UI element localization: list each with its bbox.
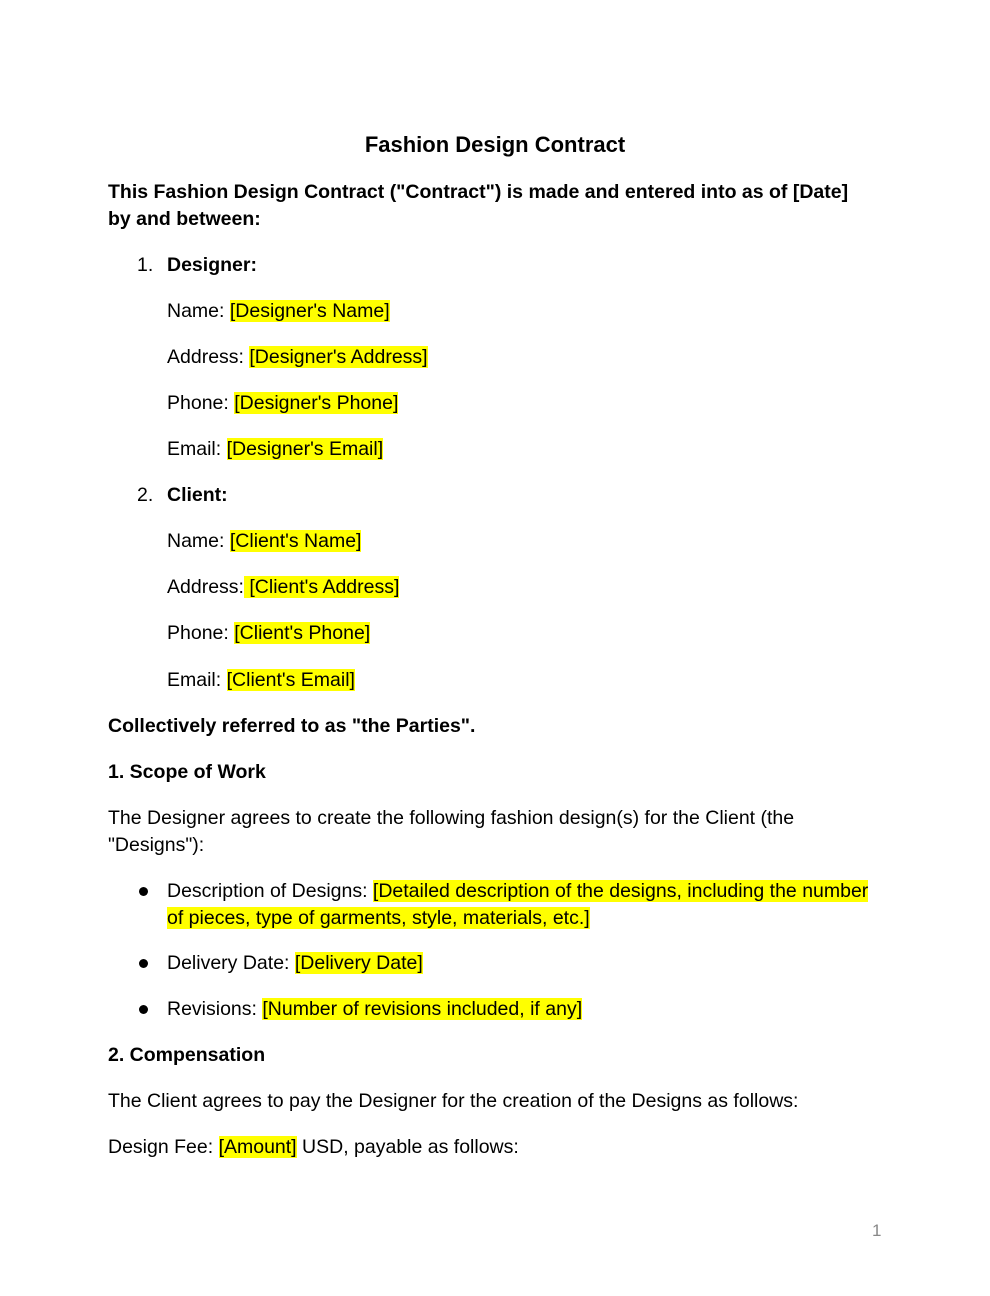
scope-paragraph-line-1: The Designer agrees to create the following fashion design(s) for the Client (the [108, 807, 795, 829]
intro-line-1: This Fashion Design Contract ("Contract") is made and entered into as of [Date] [108, 181, 849, 203]
designer-phone-field [167, 390, 398, 417]
field-label: Email: [167, 669, 227, 691]
bullet-placeholder: [Delivery Date] [294, 952, 423, 974]
bullet-description-line-2 [167, 905, 590, 932]
field-label: Email: [167, 438, 227, 460]
field-placeholder: [Designer's Phone] [234, 392, 399, 414]
bullet-label: Delivery Date: [167, 952, 295, 974]
bullet-placeholder: of pieces, type of garments, style, materials, etc.] [167, 907, 590, 929]
bullet-label: Revisions: [167, 998, 263, 1020]
fee-placeholder: [Amount] [218, 1136, 297, 1158]
bullet-icon [139, 887, 148, 896]
design-fee-line [108, 1134, 519, 1161]
field-placeholder: [Designer's Name] [229, 300, 390, 322]
client-email-field [167, 667, 355, 694]
bullet-icon [139, 1005, 148, 1014]
party-heading-designer: Designer: [167, 254, 257, 276]
page-number: 1 [872, 1221, 882, 1240]
bullet-placeholder: [Detailed description of the designs, including the number [372, 880, 869, 902]
field-label: Name: [167, 530, 230, 552]
bullet-label: Description of Designs: [167, 880, 373, 902]
field-placeholder: [Client's Name] [229, 530, 362, 552]
party-number-designer: 1. [137, 254, 154, 276]
party-heading-client: Client: [167, 484, 228, 506]
field-label: Phone: [167, 622, 235, 644]
section-heading-scope: 1. Scope of Work [108, 761, 266, 783]
fee-suffix: USD, payable as follows: [296, 1136, 519, 1158]
scope-paragraph-line-2: "Designs"): [108, 834, 205, 856]
field-placeholder: [Client's Phone] [234, 622, 371, 644]
party-number-client: 2. [137, 484, 154, 506]
compensation-paragraph: The Client agrees to pay the Designer for the creation of the Designs as follows: [108, 1090, 799, 1112]
field-label: Address: [167, 576, 244, 598]
designer-email-field [167, 436, 383, 463]
fee-label: Design Fee: [108, 1136, 219, 1158]
field-label: Address: [167, 346, 250, 368]
collectively-statement: Collectively referred to as "the Parties". [108, 715, 476, 737]
client-address-field [167, 574, 399, 601]
designer-address-field [167, 344, 428, 371]
field-placeholder: [Designer's Email] [226, 438, 384, 460]
field-placeholder: [Client's Email] [226, 669, 355, 691]
field-placeholder: [Designer's Address] [249, 346, 428, 368]
field-placeholder: [Client's Address] [243, 576, 400, 598]
field-label: Phone: [167, 392, 235, 414]
bullet-revisions [167, 996, 582, 1023]
designer-name-field [167, 298, 390, 325]
bullet-icon [139, 959, 148, 968]
bullet-placeholder: [Number of revisions included, if any] [262, 998, 583, 1020]
bullet-description [167, 878, 868, 905]
field-label: Name: [167, 300, 230, 322]
bullet-delivery-date [167, 950, 423, 977]
client-name-field [167, 528, 361, 555]
intro-line-2: by and between: [108, 208, 261, 230]
client-phone-field [167, 620, 370, 647]
document-title: Fashion Design Contract [364, 132, 626, 157]
section-heading-compensation: 2. Compensation [108, 1044, 266, 1066]
